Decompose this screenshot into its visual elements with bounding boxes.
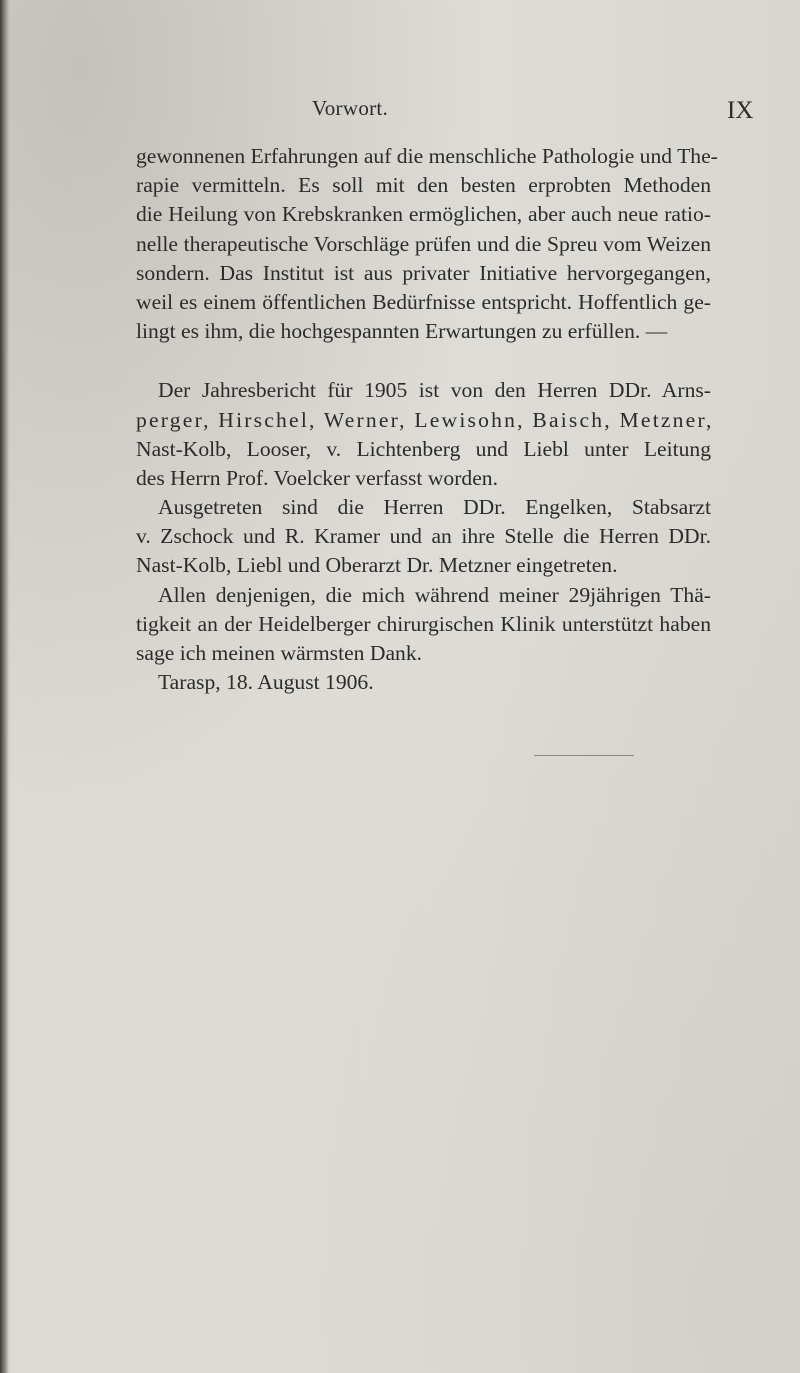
text-line: gewonnenen Erfahrungen auf die menschliche Pathologie und The- (136, 144, 718, 168)
paragraph-gap (136, 346, 711, 376)
text-line: rapie vermitteln. Es soll mit den besten erprobten Methoden (136, 173, 711, 198)
text-line: sondern. Das Institut ist aus privater Initiative hervorgegangen, (136, 260, 711, 285)
text-line: Nast-Kolb, Looser, v. Lichtenberg und Liebl unter Leitung (136, 436, 711, 461)
binding-shadow (0, 0, 9, 1373)
text-line: sage ich meinen wärmsten Dank. (136, 641, 423, 665)
text-line: die Heilung von Krebskranken ermöglichen, aber auch neue ratio- (136, 202, 711, 227)
paragraph-3 (136, 493, 711, 581)
text-line: Ausgetreten sind die Herren DDr. Engelken, Stabsarzt (158, 495, 711, 520)
text-line: des Herrn Prof. Voelcker verfasst worden. (136, 465, 498, 490)
text-line: Nast-Kolb, Liebl und Oberarzt Dr. Metzner eingetreten. (136, 553, 618, 578)
text-line: weil es einem öffentlichen Bedürfnisse entspricht. Hoffentlich ge- (136, 289, 711, 314)
text-line: v. Zschock und R. Kramer und an ihre Stelle die Herren DDr. (136, 524, 711, 549)
text-line: tigkeit an der Heidelberger chirurgischen Klinik unterstützt haben (136, 611, 711, 636)
paragraph-2 (136, 376, 714, 493)
text-line: nelle therapeutische Vorschläge prüfen und die Spreu vom Weizen (136, 231, 711, 256)
paragraph-4 (136, 581, 711, 669)
running-title: Vorwort. (312, 96, 389, 120)
text-line: perger, Hirschel, Werner, Lewisohn, Baisch, Metzner, (136, 407, 714, 432)
page-header (0, 96, 800, 136)
signature-line: Tarasp, 18. August 1906. (158, 670, 374, 695)
text-line: lingt es ihm, die hochgespannten Erwartungen zu erfüllen. — (136, 319, 668, 344)
text-line: Der Jahresbericht für 1905 ist von den Herren DDr. Arns- (158, 378, 711, 403)
paragraph-1 (136, 142, 718, 346)
text-line: Allen denjenigen, die mich während meiner 29jährigen Thä- (158, 582, 711, 607)
body-text (136, 142, 718, 697)
closing-rule (534, 755, 634, 756)
page-number: IX (727, 97, 754, 124)
